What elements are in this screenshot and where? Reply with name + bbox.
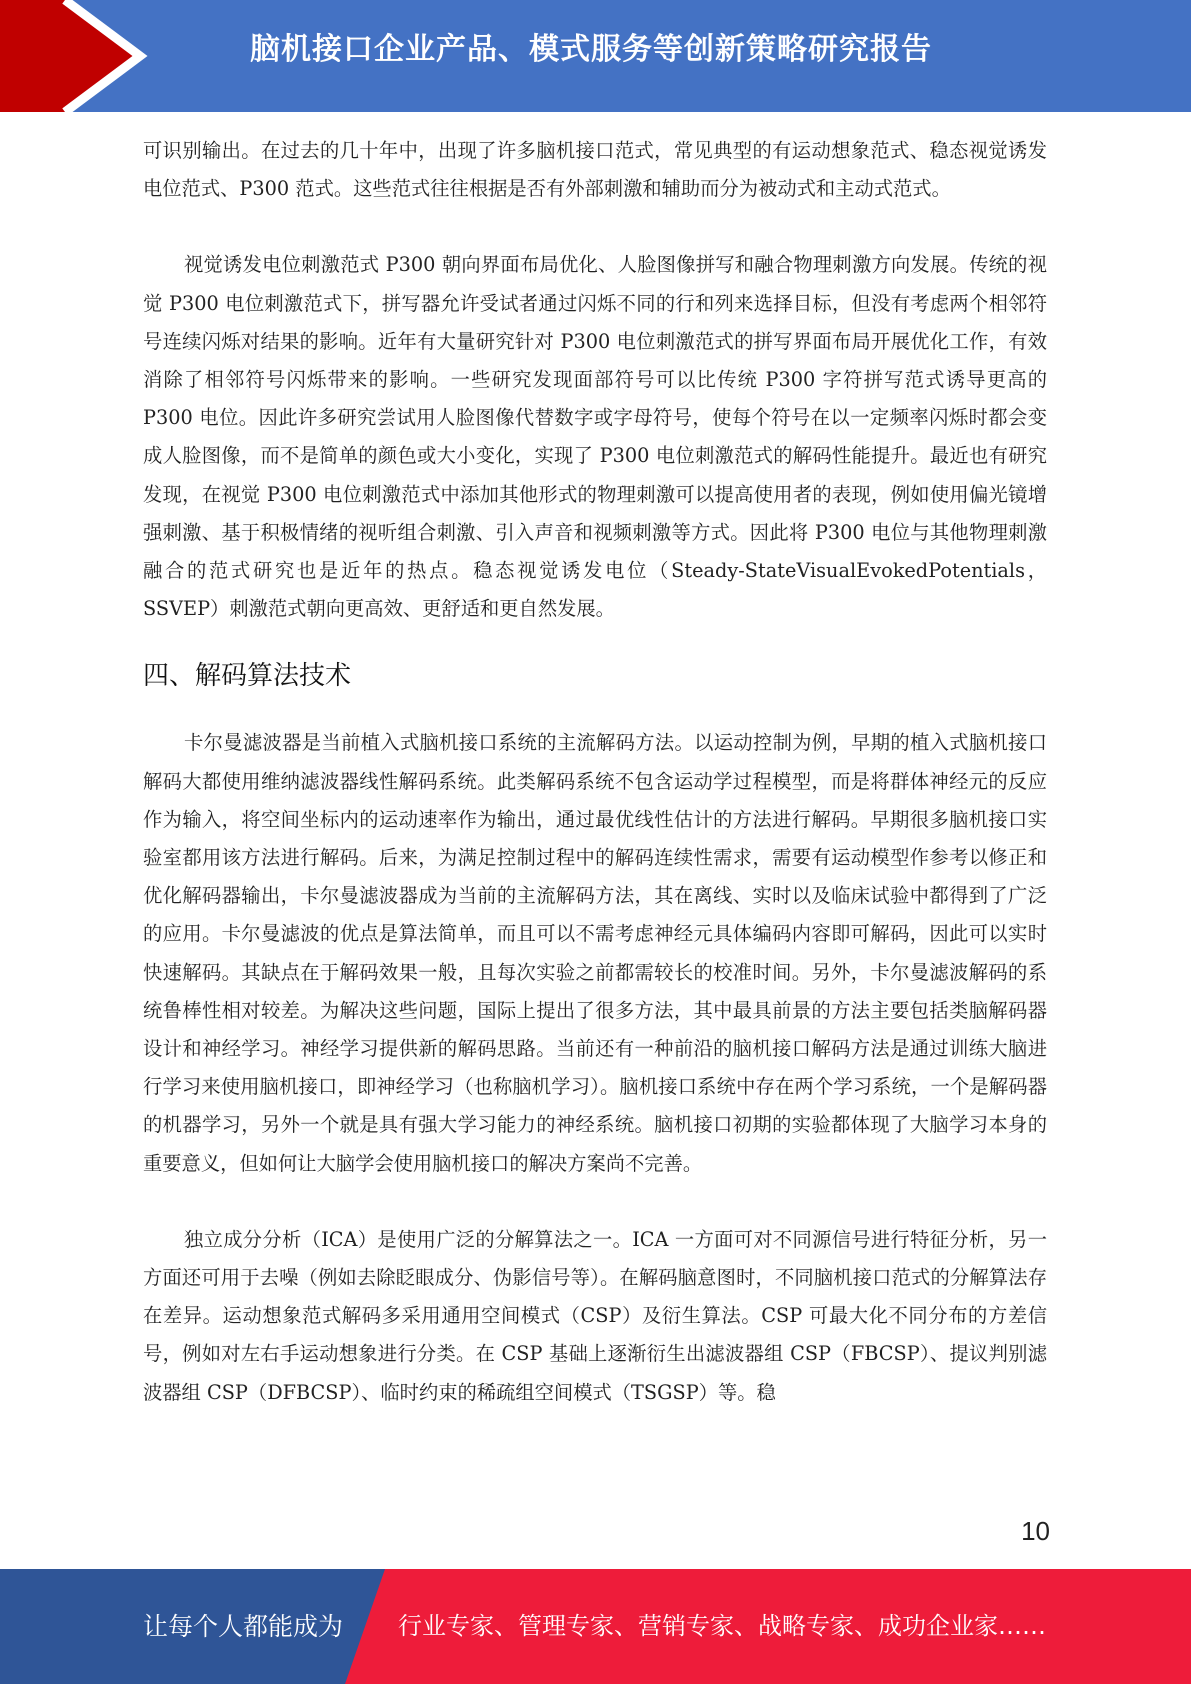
paragraph-ica: 独立成分分析（ICA）是使用广泛的分解算法之一。ICA 一方面可对不同源信号进行特征分析，另一方面还可用于去噪（例如去除眨眼成分、伪影信号等）。在解码脑意图时，不同脑机接口范式的分解算法存在差异。运动想象范式解码多采用通用空间模式（CSP）及衍生算法。CSP 可最大化不同分布的方差信号，例如对左右手运动想象进行分类。在 CSP 基础上逐渐衍生出滤波器组 CSP（FBCSP）、提议判别滤波器组 CSP（DFBCSP）、临时约束的稀疏组空间模式（TSGSP）等。稳 <box>143 1227 1047 1404</box>
paragraph-p300-paradigm: 视觉诱发电位刺激范式 P300 朝向界面布局优化、人脸图像拼写和融合物理刺激方向发展。传统的视觉 P300 电位刺激范式下，拼写器允许受试者通过闪烁不同的行和列来选择目标，但没有考虑两个相邻符号连续闪烁对结果的影响。近年有大量研究针对 P300 电位刺激范式的拼写界面布局开展优化工作，有效消除了相邻符号闪烁带来的影响。一些研究发现面部符号可以比传统 P300 字符拼写范式诱导更高的 P300 电位。因此许多研究尝试用人脸图像代替数字或字母符号，使每个符号在以一定频率闪烁时都会变成人脸图像，而不是简单的颜色或大小变化，实现了 P300 电位刺激范式的解码性能提升。最近也有研究发现，在视觉 P300 电位刺激范式中添加其他形式的物理刺激可以提高使用者的表现，例如使用偏光镜增强刺激、基于积极情绪的视听组合刺激、引入声音和视频刺激等方式。因此将 P300 电位与其他物理刺激融合的范式研究也是近年的热点。稳态视觉诱发电位（Steady-StateVisualEvokedPotentials，SSVEP）刺激范式朝向更高效、更舒适和更自然发展。 <box>143 253 1047 621</box>
report-title: 脑机接口企业产品、模式服务等创新策略研究报告 <box>250 32 932 67</box>
section-heading: 四、解码算法技术 <box>143 661 352 692</box>
red-chevron-icon <box>0 0 200 112</box>
paragraph-continued: 可识别输出。在过去的几十年中，出现了许多脑机接口范式，常见典型的有运动想象范式、稳态视觉诱发电位范式、P300 范式。这些范式往往根据是否有外部刺激和辅助而分为被动式和主动式范式。 <box>143 139 1047 201</box>
page-footer <box>0 1569 1191 1684</box>
footer-slogan-left: 让每个人都能成为 <box>143 1612 344 1641</box>
paragraph-kalman-filter: 卡尔曼滤波器是当前植入式脑机接口系统的主流解码方法。以运动控制为例，早期的植入式脑机接口解码大都使用维纳滤波器线性解码系统。此类解码系统不包含运动学过程模型，而是将群体神经元的反应作为输入，将空间坐标内的运动速率作为输出，通过最优线性估计的方法进行解码。早期很多脑机接口实验室都用该方法进行解码。后来，为满足控制过程中的解码连续性需求，需要有运动模型作参考以修正和优化解码器输出，卡尔曼滤波器成为当前的主流解码方法，其在离线、实时以及临床试验中都得到了广泛的应用。卡尔曼滤波的优点是算法简单，而且可以不需考虑神经元具体编码内容即可解码，因此可以实时快速解码。其缺点在于解码效果一般，且每次实验之前都需较长的校准时间。另外，卡尔曼滤波解码的系统鲁棒性相对较差。为解决这些问题，国际上提出了很多方法，其中最具前景的方法主要包括类脑解码器设计和神经学习。神经学习提供新的解码思路。当前还有一种前沿的脑机接口解码方法是通过训练大脑进行学习来使用脑机接口，即神经学习（也称脑机学习）。脑机接口系统中存在两个学习系统，一个是解码器的机器学习，另外一个就是具有强大学习能力的神经系统。脑机接口初期的实验都体现了大脑学习本身的重要意义，但如何让大脑学会使用脑机接口的解决方案尚不完善。 <box>143 731 1047 1175</box>
page-number: 10 <box>1021 1516 1050 1546</box>
page-header <box>0 0 1191 112</box>
page-body <box>143 132 1047 1412</box>
footer-slogan-right: 行业专家、管理专家、营销专家、战略专家、成功企业家…… <box>398 1612 1046 1640</box>
